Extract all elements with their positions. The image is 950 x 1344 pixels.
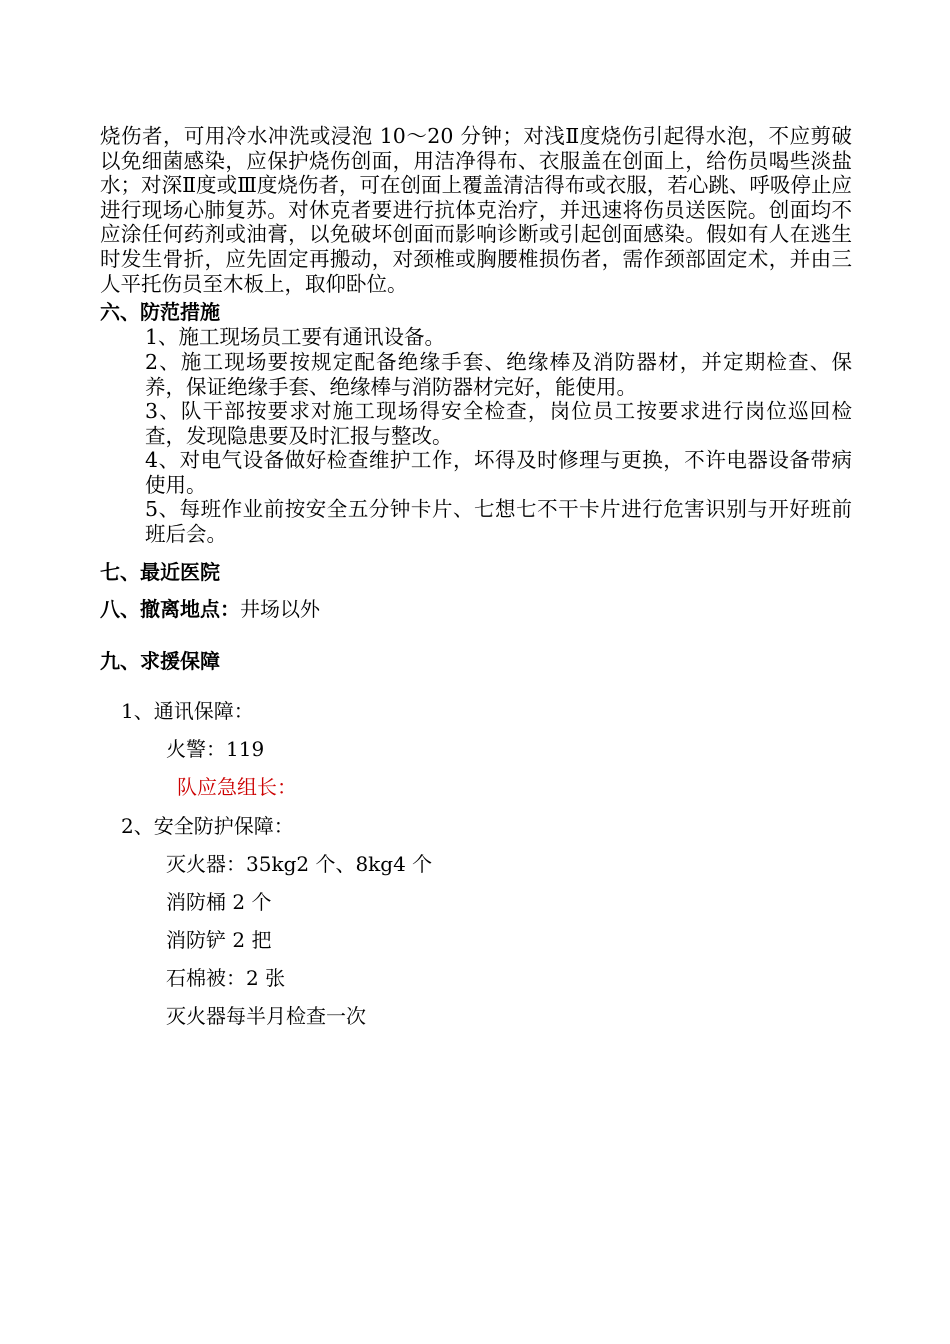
equipment-item: 消防桶 2 个 bbox=[166, 890, 272, 914]
team-leader-label: 队应急组长： bbox=[177, 775, 297, 799]
list-item-5: 5、每班作业前按安全五分钟卡片、七想七不干卡片进行危害识别与开好班前班后会。 bbox=[145, 497, 852, 546]
comm-guarantee-title: 1、通讯保障： bbox=[121, 699, 254, 723]
equipment-item: 灭火器每半月检查一次 bbox=[166, 1004, 366, 1028]
section-8-title: 八、撤离地点： bbox=[100, 597, 240, 621]
equipment-item: 灭火器：35kg2 个、8kg4 个 bbox=[166, 852, 433, 876]
evacuation-location: 井场以外 bbox=[240, 597, 320, 621]
list-item-4: 4、对电气设备做好检查维护工作，坏得及时修理与更换，不许电器设备带病使用。 bbox=[145, 448, 852, 497]
section-9-title: 九、求援保障 bbox=[100, 649, 220, 673]
list-item-1: 1、施工现场员工要有通讯设备。 bbox=[145, 325, 446, 349]
safety-guarantee-title: 2、安全防护保障： bbox=[121, 814, 294, 838]
section-8 bbox=[100, 596, 320, 622]
section-6-title: 六、防范措施 bbox=[100, 300, 220, 324]
list-item-2: 2、施工现场要按规定配备绝缘手套、绝缘棒及消防器材，并定期检查、保养，保证绝缘手套、绝缘棒与消防器材完好，能使用。 bbox=[145, 350, 852, 399]
equipment-item: 消防铲 2 把 bbox=[166, 928, 272, 952]
fire-alarm-number: 火警：119 bbox=[166, 737, 265, 761]
list-item-3: 3、队干部按要求对施工现场得安全检查，岗位员工按要求进行岗位巡回检查，发现隐患要及时汇报与整改。 bbox=[145, 399, 852, 448]
equipment-item: 石棉被：2 张 bbox=[166, 966, 286, 990]
section-7-title: 七、最近医院 bbox=[100, 560, 220, 584]
intro-paragraph: 烧伤者，可用冷水冲洗或浸泡 10～20 分钟；对浅Ⅱ度烧伤引起得水泡，不应剪破以免细菌感染，应保护烧伤创面，用洁净得布、衣服盖在创面上，给伤员喝些淡盐水；对深Ⅱ度或Ⅲ度烧伤者，可在创面上覆盖清洁得布或衣服，若心跳、呼吸停止应进行现场心肺复苏。对休克者要进行抗体克治疗，并迅速将伤员送医院。创面均不应涂任何药剂或油膏，以免破坏创面而影响诊断或引起创面感染。假如有人在逃生时发生骨折，应先固定再搬动，对颈椎或胸腰椎损伤者，需作颈部固定术，并由三人平托伤员至木板上，取仰卧位。 bbox=[100, 124, 852, 296]
